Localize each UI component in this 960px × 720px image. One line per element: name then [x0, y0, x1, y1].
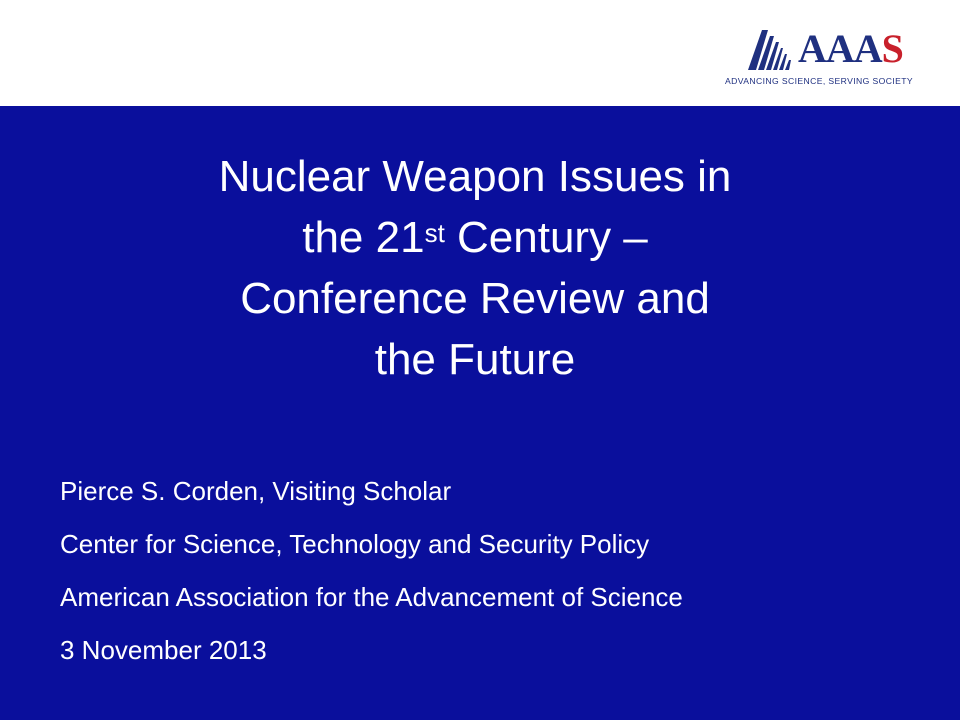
title-line-4: the Future — [374, 335, 576, 384]
title-line-3: Conference Review and — [240, 274, 710, 323]
title-line-2-end: Century – — [444, 213, 648, 262]
aaas-emblem-icon — [748, 30, 794, 70]
aaas-tagline: ADVANCING SCIENCE, SERVING SOCIETY — [725, 76, 914, 86]
presenter-info — [60, 476, 683, 688]
title-line-2-start: the 21 — [302, 213, 425, 262]
presenter-organization: American Association for the Advancement of Science — [60, 582, 683, 612]
slide-title — [120, 146, 830, 390]
title-line-1: Nuclear Weapon Issues in — [218, 152, 732, 201]
title-ordinal-suffix: st — [424, 218, 445, 248]
title-line-2 — [120, 207, 830, 268]
aaas-wordmark — [798, 26, 903, 72]
wordmark-main: AAA — [798, 26, 882, 71]
presenter-name: Pierce S. Corden, Visiting Scholar — [60, 476, 452, 506]
presenter-center: Center for Science, Technology and Security Policy — [60, 529, 650, 559]
slide-header — [0, 0, 960, 106]
presentation-date: 3 November 2013 — [60, 635, 267, 665]
aaas-logo — [725, 26, 928, 92]
wordmark-last: S — [881, 26, 903, 71]
